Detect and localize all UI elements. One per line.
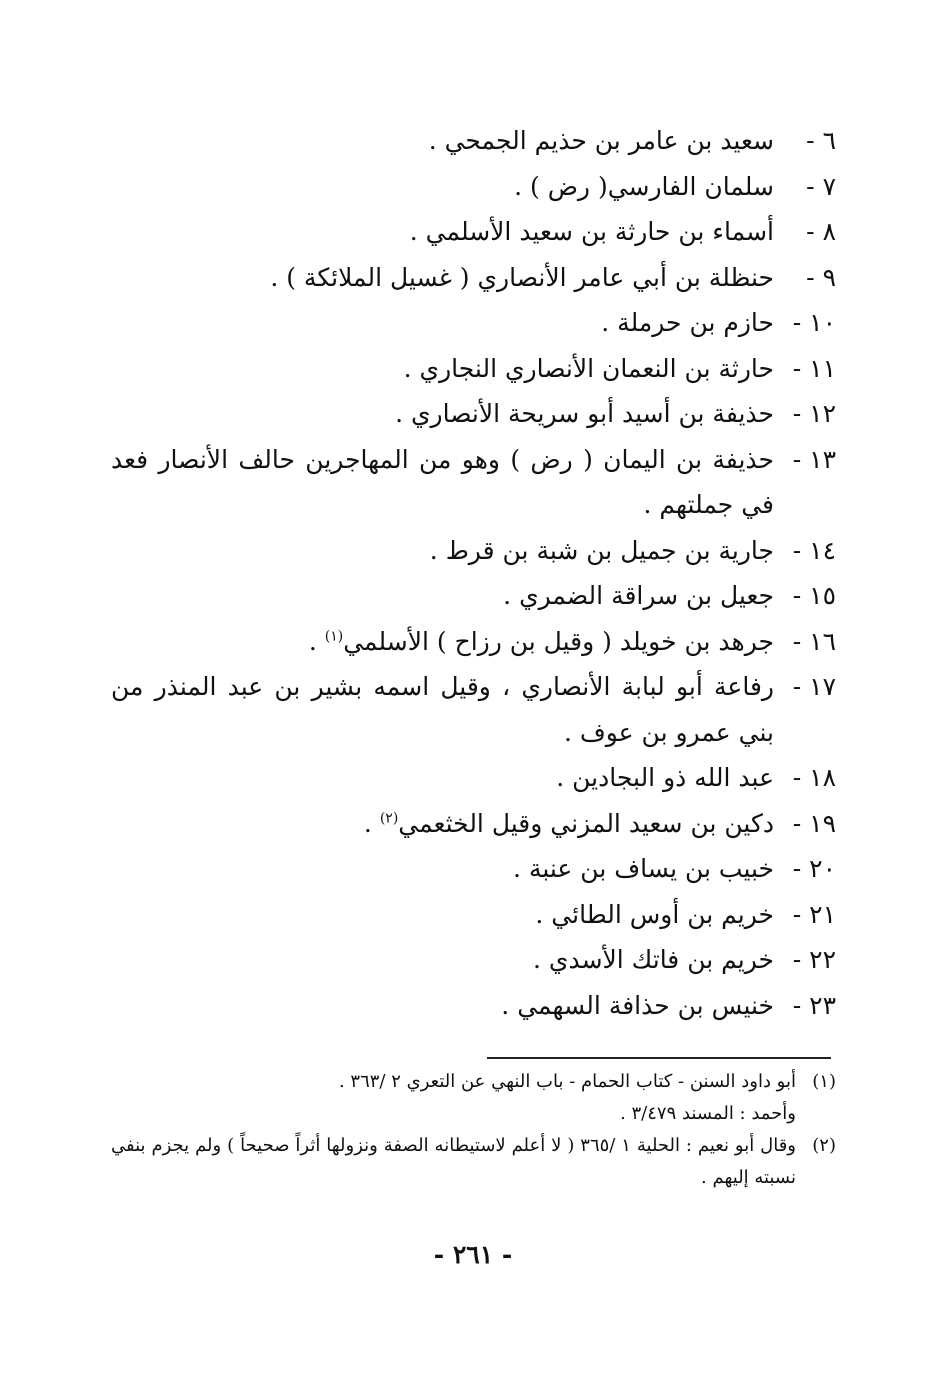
footnote-number: (٢) bbox=[812, 1135, 836, 1156]
item-text-with-ref bbox=[111, 619, 774, 665]
list-item bbox=[111, 619, 836, 665]
item-text: خنيس بن حذافة السهمي . bbox=[501, 990, 774, 1020]
list-item bbox=[111, 164, 836, 210]
list-item bbox=[111, 755, 836, 801]
item-text: خريم بن فاتك الأسدي . bbox=[532, 945, 774, 974]
item-text: سعيد بن عامر بن حذيم الجمحي . bbox=[428, 126, 774, 155]
item-number: ٢١ - bbox=[792, 899, 836, 929]
item-text: عبد الله ذو البجادين . bbox=[556, 763, 774, 792]
item-text: خريم بن أوس الطائي . bbox=[535, 899, 774, 929]
item-number: ٢٣ - bbox=[792, 990, 836, 1020]
item-number: ١٠ - bbox=[792, 308, 836, 337]
list-item bbox=[111, 983, 836, 1029]
item-number: ١٢ - bbox=[792, 399, 836, 428]
list-item bbox=[111, 300, 836, 346]
footnote-text bbox=[111, 1130, 796, 1194]
item-text: حازم بن حرملة . bbox=[601, 308, 774, 337]
item-text: جعيل بن سراقة الضمري . bbox=[503, 581, 774, 610]
footnote-divider bbox=[487, 1057, 831, 1059]
item-number: ٩ - bbox=[806, 262, 836, 292]
footnote-ref[interactable]: (٢) bbox=[379, 810, 399, 827]
list-item bbox=[111, 209, 836, 255]
item-text-end: . bbox=[363, 808, 380, 838]
list-item bbox=[111, 892, 836, 938]
item-number: ١٩ - bbox=[792, 808, 836, 838]
item-text: جرهد بن خويلد ( وقيل بن رزاح ) الأسلمي bbox=[343, 626, 774, 656]
item-number: ١٨ - bbox=[792, 763, 836, 792]
item-text: حذيفة بن أسيد أبو سريحة الأنصاري . bbox=[395, 399, 774, 428]
footnote-ref[interactable]: (١) bbox=[324, 628, 344, 645]
item-text-end: . bbox=[308, 626, 325, 656]
item-number: ٢٢ - bbox=[792, 945, 836, 974]
list-item bbox=[111, 346, 836, 392]
item-text: سلمان الفارسي( رض ) . bbox=[514, 171, 774, 201]
list-item bbox=[111, 391, 836, 437]
item-text: رفاعة أبو لبابة الأنصاري ، وقيل اسمه بشير بن عبد المنذر من بني عمرو بن عوف . bbox=[111, 672, 774, 747]
item-text-with-ref bbox=[111, 801, 774, 847]
item-text: دكين بن سعيد المزني وقيل الخثعمي bbox=[398, 808, 774, 838]
item-number: ١٥ - bbox=[792, 581, 836, 610]
item-text: خبيب بن يساف بن عنبة . bbox=[513, 854, 774, 883]
item-number: ٦ - bbox=[806, 126, 836, 155]
item-number: ١١ - bbox=[792, 353, 836, 383]
footnote-line: وقال أبو نعيم : الحلية ١ /٣٦٥ ( لا أعلم لاستيطانه الصفة ونزولها أثراً صحيحاً ) ولم يجزم بنفي نسبته إليهم . bbox=[111, 1135, 796, 1188]
footnote-number: (١) bbox=[812, 1071, 836, 1092]
item-text: حذيفة بن اليمان ( رض ) وهو من المهاجرين حالف الأنصار فعد في جملتهم . bbox=[111, 444, 774, 519]
list-item bbox=[111, 118, 836, 164]
list-item bbox=[111, 937, 836, 983]
item-number: ٢٠ - bbox=[792, 854, 836, 883]
item-text: حنظلة بن أبي عامر الأنصاري ( غسيل الملائكة ) . bbox=[270, 262, 774, 292]
item-number: ١٣ - bbox=[792, 444, 836, 474]
item-number: ٨ - bbox=[806, 217, 836, 246]
footnote bbox=[111, 1130, 836, 1194]
item-text: أسماء بن حارثة بن سعيد الأسلمي . bbox=[409, 217, 774, 246]
item-number: ١٧ - bbox=[792, 672, 836, 701]
names-list bbox=[111, 118, 836, 1028]
list-item bbox=[111, 528, 836, 574]
footnote-text bbox=[111, 1066, 796, 1130]
page-number: - ٢٦١ - bbox=[433, 1240, 513, 1269]
item-number: ٧ - bbox=[806, 171, 836, 201]
footnote bbox=[111, 1066, 836, 1130]
list-item bbox=[111, 801, 836, 847]
footnotes bbox=[111, 1066, 836, 1194]
item-text: جارية بن جميل بن شبة بن قرط . bbox=[429, 535, 774, 565]
list-item bbox=[111, 846, 836, 892]
item-number: ١٦ - bbox=[792, 626, 836, 656]
item-number: ١٤ - bbox=[792, 535, 836, 565]
footnote-line: أبو داود السنن - كتاب الحمام - باب النهي عن التعري ٢ /٣٦٣ . bbox=[338, 1071, 796, 1092]
footnote-line: وأحمد : المسند ٣/٤٧٩ . bbox=[620, 1103, 796, 1124]
list-item bbox=[111, 437, 836, 528]
list-item bbox=[111, 255, 836, 301]
list-item bbox=[111, 664, 836, 755]
item-text: حارثة بن النعمان الأنصاري النجاري . bbox=[403, 353, 774, 383]
list-item bbox=[111, 573, 836, 619]
